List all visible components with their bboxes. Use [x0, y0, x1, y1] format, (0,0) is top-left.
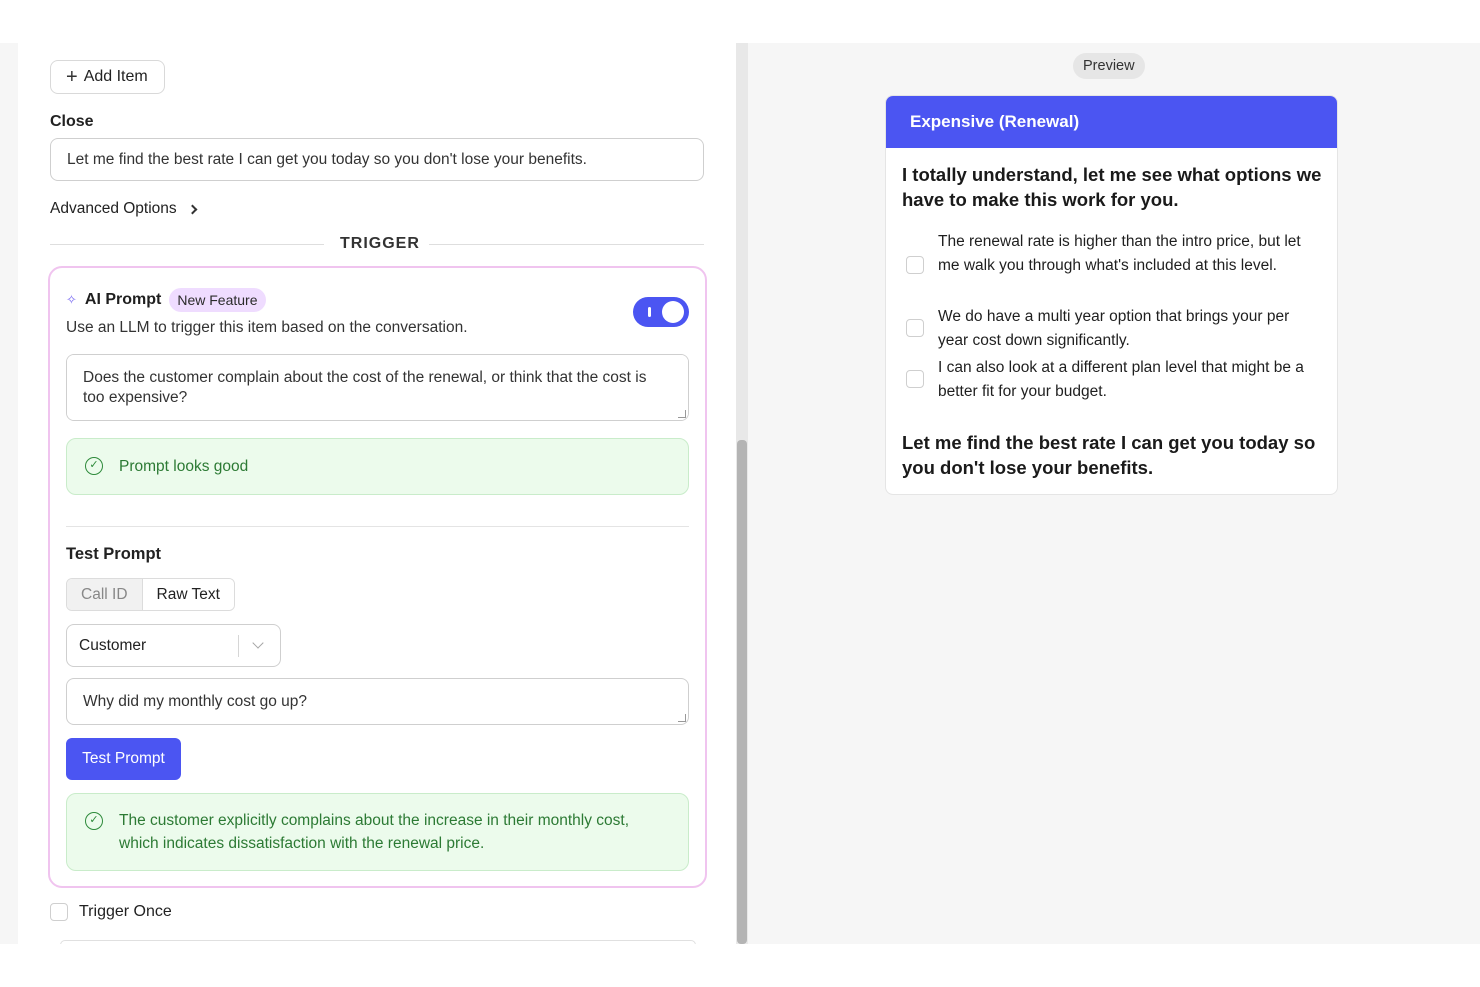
new-feature-badge: New Feature	[169, 288, 265, 312]
plus-icon: +	[66, 66, 78, 88]
tab-call-id[interactable]: Call ID	[67, 579, 142, 610]
ai-prompt-card	[48, 266, 707, 888]
preview-close-text: Let me find the best rate I can get you today so you don't lose your benefits.	[902, 432, 1316, 478]
trigger-once-checkbox[interactable]	[50, 903, 68, 921]
preview-card-title: Expensive (Renewal)	[886, 96, 1337, 148]
preview-option-2	[906, 308, 1290, 349]
app-frame	[0, 43, 1480, 944]
trigger-divider-label: TRIGGER	[340, 235, 420, 252]
select-separator	[238, 635, 239, 657]
test-result-message: The customer explicitly complains about the increase in their monthly cost, which indicates dissatisfaction with the renewal price.	[119, 812, 630, 852]
test-prompt-button[interactable]: Test Prompt	[66, 738, 181, 780]
prompt-validation-box	[66, 438, 689, 495]
chevron-right-icon	[187, 204, 197, 214]
preview-badge: Preview	[1073, 53, 1145, 79]
test-prompt-title: Test Prompt	[66, 545, 162, 563]
sparkle-icon: ✧	[66, 292, 77, 307]
preview-intro-text: I totally understand, let me see what options we have to make this work for you.	[902, 164, 1322, 210]
toggle-on-indicator	[648, 307, 651, 317]
option-checkbox[interactable]	[906, 319, 924, 337]
option-text: I can also look at a different plan level that might be a better fit for your budget.	[938, 359, 1304, 400]
resize-handle-icon[interactable]	[678, 410, 686, 418]
toggle-knob	[662, 301, 684, 323]
trigger-divider-right	[429, 244, 704, 245]
check-circle-icon: ✓	[85, 812, 103, 830]
ai-prompt-description: Use an LLM to trigger this item based on the conversation.	[66, 319, 468, 336]
close-field[interactable]	[50, 138, 704, 181]
advanced-options-toggle[interactable]	[50, 200, 196, 218]
resize-handle-icon[interactable]	[678, 714, 686, 722]
ai-prompt-textarea[interactable]	[66, 354, 689, 421]
card-divider	[66, 526, 689, 527]
speaker-select[interactable]	[66, 624, 281, 667]
trigger-divider-left	[50, 244, 324, 245]
scrollbar-thumb[interactable]	[737, 440, 747, 944]
add-item-label: Add Item	[83, 68, 148, 85]
editor-panel	[18, 43, 736, 944]
ai-prompt-header	[66, 288, 266, 312]
prompt-validation-message: Prompt looks good	[119, 458, 249, 475]
trigger-once-option[interactable]	[50, 903, 172, 921]
preview-option-3	[906, 359, 1304, 400]
preview-card	[885, 95, 1338, 495]
ai-prompt-title: AI Prompt	[84, 291, 162, 308]
ai-prompt-toggle[interactable]	[633, 297, 689, 327]
raw-text-input[interactable]	[66, 678, 689, 725]
chevron-down-icon	[252, 637, 263, 648]
preview-panel	[748, 43, 1480, 944]
close-label: Close	[50, 113, 94, 130]
option-text: The renewal rate is higher than the intro price, but let me walk you through what's included at this level.	[938, 233, 1301, 274]
preview-option-1	[906, 233, 1301, 274]
option-checkbox[interactable]	[906, 256, 924, 274]
next-section-edge	[60, 940, 696, 944]
trigger-once-label: Trigger Once	[79, 903, 172, 920]
add-item-button[interactable]	[50, 60, 165, 94]
advanced-options-label: Advanced Options	[50, 200, 177, 217]
test-input-mode-tabs	[66, 578, 235, 611]
option-checkbox[interactable]	[906, 370, 924, 388]
option-text: We do have a multi year option that brings your per year cost down significantly.	[938, 308, 1290, 349]
check-circle-icon: ✓	[85, 457, 103, 475]
test-result-box	[66, 793, 689, 871]
tab-raw-text[interactable]: Raw Text	[142, 579, 234, 610]
speaker-select-value: Customer	[79, 637, 147, 654]
